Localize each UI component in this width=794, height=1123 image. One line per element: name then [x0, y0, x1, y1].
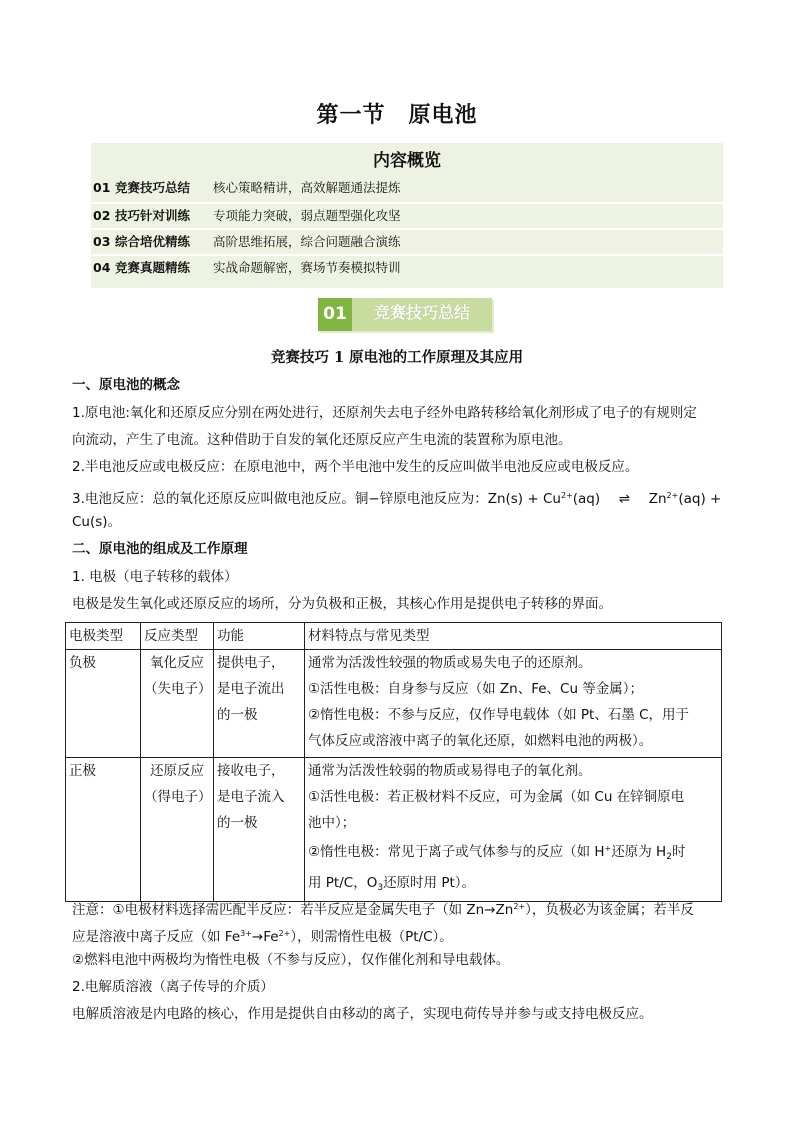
page-title: 第一节 原电池 — [316, 102, 478, 128]
section-badge — [318, 298, 492, 331]
subscript: 3 — [377, 883, 384, 893]
text-run: 还原为 H — [611, 844, 667, 860]
paragraph: 电极是发生氧化或还原反应的场所，分为负极和正极，其核心作用是提供电子转移的界面。 — [72, 596, 612, 612]
cell-line: 接收电子， — [217, 763, 285, 779]
table-cell-material — [305, 650, 722, 758]
cell-line: （得电子） — [144, 789, 212, 805]
subheading: 2.电解质溶液（离子传导的介质） — [72, 979, 274, 995]
section-badge-text: 竞赛技巧总结 — [373, 303, 470, 322]
equation-text: (aq) + — [678, 491, 722, 507]
text-run: 注意：①电极材料选择需匹配半反应：若半反应是金属失电子（如 Zn→Zn — [72, 902, 514, 918]
charge-superscript: 2+ — [278, 929, 291, 938]
overview-heading: 内容概览 — [373, 151, 441, 171]
overview-row-number: 03 — [93, 234, 111, 249]
subheading: 1. 电极（电子转移的载体） — [72, 569, 238, 585]
table-cell-function — [214, 758, 305, 902]
cell-line — [308, 836, 718, 870]
cell-line: 池中）； — [308, 815, 356, 831]
table-header-row — [66, 623, 722, 650]
equilibrium-arrow-icon: ⇌ — [618, 491, 631, 507]
charge-superscript: + — [604, 844, 612, 853]
charge-superscript: 3+ — [240, 929, 252, 938]
text-run: 用 Pt/C，O — [308, 875, 378, 891]
cell-line: 氧化反应 — [150, 655, 204, 671]
cell-line: 的一极 — [217, 707, 258, 723]
paragraph: 电解质溶液是内电路的核心，作用是提供自由移动的离子，实现电荷传导并参与或支持电极反应。 — [72, 1006, 653, 1022]
overview-row — [91, 254, 723, 280]
table-cell-reaction — [141, 650, 214, 758]
table-header-cell: 电极类型 — [66, 623, 141, 650]
charge-superscript: 2+ — [666, 491, 679, 500]
section-heading: 二、原电池的组成及工作原理 — [72, 541, 248, 557]
overview-row-number: 01 — [93, 180, 111, 195]
overview-row-desc: 实战命题解密，赛场节奏模拟特训 — [213, 260, 401, 275]
table-cell-material — [305, 758, 722, 902]
subscript: 2 — [666, 852, 672, 862]
cell-line: ①活性电极：若正极材料不反应，可为金属（如 Cu 在锌铜原电 — [308, 789, 685, 805]
overview-row-number: 04 — [93, 260, 111, 275]
overview-row-desc: 高阶思维拓展，综合问题融合演练 — [213, 234, 401, 249]
cell-line: 通常为活泼性较弱的物质或易得电子的氧化剂。 — [308, 763, 592, 779]
overview-row — [91, 202, 723, 228]
equation-text: 3.电池反应：总的氧化还原反应叫做电池反应。铜−锌原电池反应为：Zn(s) + Cu — [72, 491, 561, 507]
section-heading: 一、原电池的概念 — [72, 377, 180, 393]
paragraph: Cu(s)。 — [72, 514, 122, 530]
cell-line: 气体反应或溶液中离子的氧化还原，如燃料电池的两极）。 — [308, 733, 653, 749]
table-cell-type: 负极 — [66, 650, 141, 758]
table-cell-function — [214, 650, 305, 758]
text-run: →Fe — [251, 929, 279, 945]
paragraph: 向流动，产生了电流。这种借助于自发的氧化还原反应产生电流的装置称为原电池。 — [72, 432, 572, 448]
text-run: ），负极必为该金属；若半反 — [525, 902, 694, 918]
paragraph: 2.半电池反应或电极反应：在原电池中，两个半电池中发生的反应叫做半电池反应或电极反应。 — [72, 459, 639, 475]
text-run: 时 — [671, 844, 686, 860]
table-row — [66, 758, 722, 902]
charge-superscript: 2+ — [513, 902, 526, 911]
overview-row-name: 技巧针对训练 — [115, 208, 191, 223]
table-header-cell: 反应类型 — [141, 623, 214, 650]
table-cell-reaction — [141, 758, 214, 902]
cell-line: 是电子流入 — [217, 789, 285, 805]
equation-text: Zn — [648, 491, 667, 507]
section-badge-number: 01 — [318, 298, 352, 331]
cell-line: 是电子流出 — [217, 681, 285, 697]
overview-row-name: 竞赛技巧总结 — [115, 180, 191, 195]
electrode-table — [65, 622, 722, 902]
equation-text: (aq) — [572, 491, 601, 507]
overview-row-name: 竞赛真题精练 — [115, 260, 191, 275]
overview-row-number: 02 — [93, 208, 111, 223]
cell-line: 通常为活泼性较强的物质或易失电子的还原剂。 — [308, 655, 592, 671]
charge-superscript: 2+ — [560, 491, 573, 500]
table-header-cell: 功能 — [214, 623, 305, 650]
cell-line: 提供电子， — [217, 655, 285, 671]
overview-row-name: 综合培优精练 — [115, 234, 191, 249]
content-overview-box — [91, 143, 723, 288]
overview-row — [91, 228, 723, 254]
text-run: ），则需惰性电极（Pt/C）。 — [290, 929, 453, 945]
cell-line: 还原反应 — [150, 763, 204, 779]
cell-line: ②惰性电极：不参与反应，仅作导电载体（如 Pt、石墨 C，用于 — [308, 707, 690, 723]
cell-line: （失电子） — [144, 681, 212, 697]
paragraph: 1.原电池:氧化和还原反应分别在两处进行，还原剂失去电子经外电路转移给氧化剂形成了电子的有规则定 — [72, 405, 697, 421]
cell-line: ①活性电极：自身参与反应（如 Zn、Fe、Cu 等金属）； — [308, 681, 644, 697]
text-run: ②惰性电极：常见于离子或气体参与的反应（如 H — [308, 844, 605, 860]
table-row — [66, 650, 722, 758]
text-run: 还原时用 Pt）。 — [383, 875, 476, 891]
overview-row-desc: 核心策略精讲，高效解题通法提炼 — [213, 180, 401, 195]
table-header-cell: 材料特点与常见类型 — [305, 623, 722, 650]
tip-title: 竞赛技巧 1 原电池的工作原理及其应用 — [270, 349, 524, 366]
table-cell-type: 正极 — [66, 758, 141, 902]
note-line: ②燃料电池中两极均为惰性电极（不参与反应），仅作催化剂和导电载体。 — [72, 952, 510, 968]
overview-row — [91, 176, 723, 200]
text-run: 应是溶液中离子反应（如 Fe — [72, 929, 241, 945]
overview-row-desc: 专项能力突破，弱点题型强化攻坚 — [213, 208, 401, 223]
cell-line: 的一极 — [217, 815, 258, 831]
